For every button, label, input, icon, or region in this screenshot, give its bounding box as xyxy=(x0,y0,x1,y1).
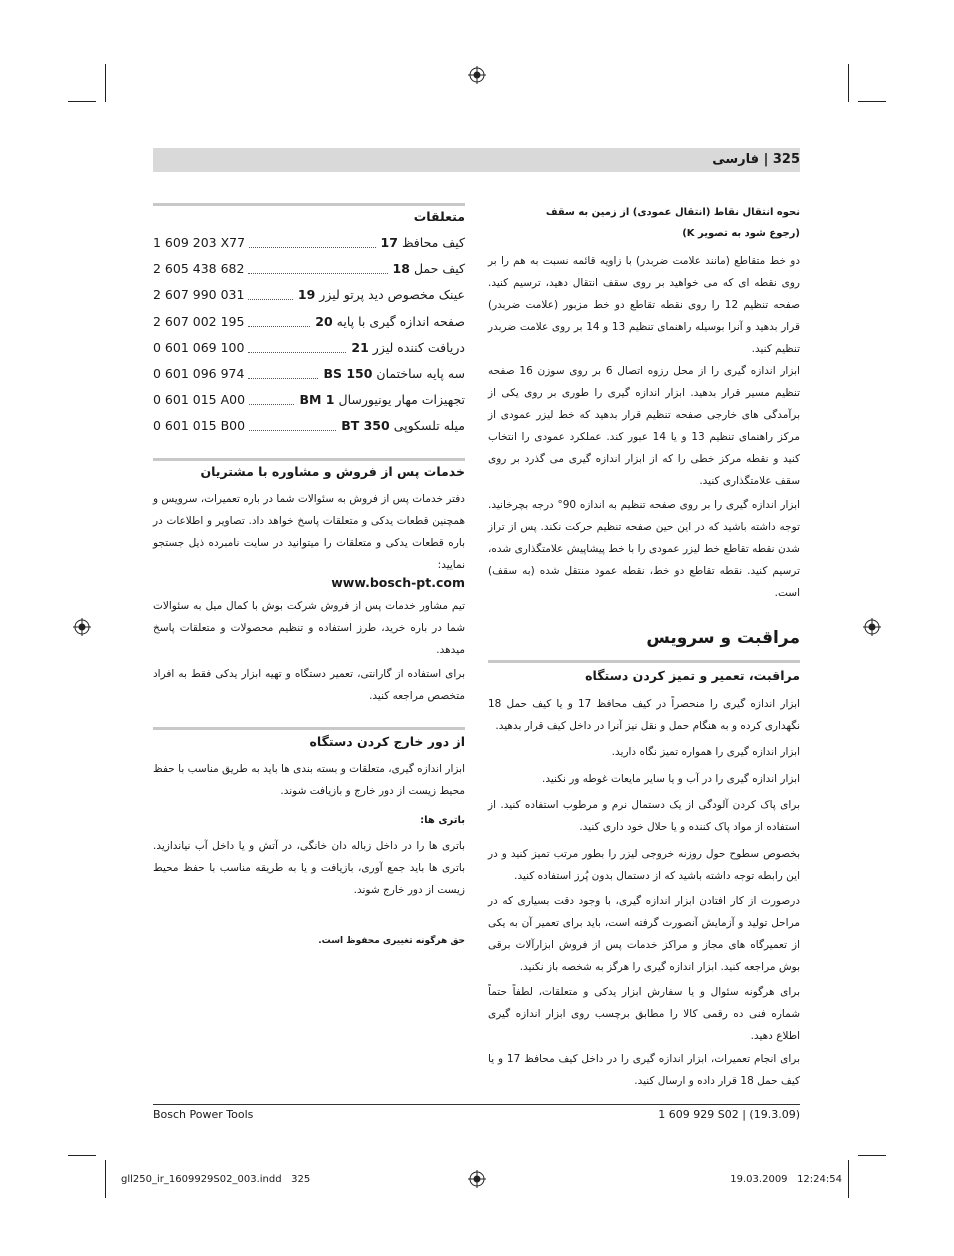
leader-dots xyxy=(249,404,294,405)
leader-dots xyxy=(248,326,310,327)
accessory-row xyxy=(153,340,465,360)
leader-dots xyxy=(248,299,293,300)
slug-filename: gll250_ir_1609929S02_003.indd 325 xyxy=(121,1174,311,1185)
rights-notice: حق هرگونه تغییری محفوظ است. xyxy=(318,936,465,946)
page-number: 325 xyxy=(772,152,800,167)
footer-brand: Bosch Power Tools xyxy=(153,1108,254,1121)
accessory-ref: 19 xyxy=(297,287,316,302)
accessory-name: کیف محافظ xyxy=(401,235,465,250)
aftersales-heading: خدمات پس از فروش و مشاوره با مشتریان xyxy=(200,464,465,479)
disposal-heading: از دور خارج کردن دستگاه xyxy=(309,734,465,749)
paragraph: ابزار اندازه گیری، متعلقات و بسته بندی ها باید به طریق مناسب با حفظ محیط زیست از دور خارج و بازیافت شوند. xyxy=(153,763,465,797)
paragraph: درصورت از کار افتادن ابزار اندازه گیری، با وجود دقت بسیاری که در مراحل تولید و آزمایش آنصورت گرفته است، باید برای تعمیر آن به یکی از تعمیرگاه های مجاز و مراکز خدمات پس از فروش ابزارآلات برقی بوش مراجعه کنید. ابزار اندازه گیری را هرگز به شخصه باز نکنید. xyxy=(488,895,800,973)
accessory-ref: BS 150 xyxy=(323,366,373,381)
paragraph: ابزار اندازه گیری را در آب و یا سایر مایعات غوطه ور نکنید. xyxy=(542,773,800,785)
paragraph: بخصوص سطوح حول روزنه خروجی لیزر را بطور مرتب تمیز کنید و در این رابطه توجه داشته باشید که از دستمال بدون پُرز استفاده کنید. xyxy=(488,848,800,882)
accessory-label xyxy=(296,392,465,407)
accessory-label xyxy=(320,366,465,381)
registration-mark-icon xyxy=(468,66,486,84)
paragraph: ابزار اندازه گیری را همواره تمیز نگاه دارید. xyxy=(611,746,800,758)
accessory-row xyxy=(153,235,465,255)
paragraph: برای استفاده از گارانتی، تعمیر دستگاه و تهیه ابزار یدکی فقط به افراد متخصص مراجعه کنید. xyxy=(153,668,465,702)
accessory-row xyxy=(153,392,465,412)
page-header: 325 | فارسی xyxy=(712,152,800,167)
footer-rule xyxy=(153,1104,800,1105)
section-rule xyxy=(153,727,465,730)
crop-mark xyxy=(858,1155,886,1156)
paragraph: ابزار اندازه گیری را از محل رزوه اتصال 6 بر روی سوزن 16 صفحه تنظیم مسیر قرار بدهید. ابزار اندازه گیری را طوری بر روی یکی از برآمدگی های خارجی صفحه تنظیم قرار بدهید که خط لیزر عمودی از مرکز راهنمای تنظیم 13 و یا 14 عبور کند. عملکرد عمودی را انتخاب کنید و نقطه مرکز خطی را که از ابزار اندازه گیری می گذرد بر روی سقف علامتگذاری کنید. xyxy=(488,365,801,487)
accessory-order-number: 2 605 438 682 xyxy=(153,261,245,276)
website-link[interactable]: www.bosch-pt.com xyxy=(331,575,465,590)
accessory-label xyxy=(348,340,465,355)
accessory-name: سه پایه ساختمان xyxy=(376,366,465,381)
accessory-order-number: 0 601 069 100 xyxy=(153,340,245,355)
accessory-ref: 18 xyxy=(392,261,410,276)
section-rule xyxy=(488,660,800,663)
registration-mark-icon xyxy=(468,1170,486,1188)
page-header-bar xyxy=(153,148,800,172)
accessory-label xyxy=(312,314,465,329)
paragraph: دفتر خدمات پس از فروش به سئوالات شما در باره تعمیرات، سرویس و همچنین قطعات یدکی و متعلقات پاسخ خواهد داد. تصاویر و اطلاعات در باره قطعات یدکی و متعلقات را میتوانید در سایت نامبرده ذیل جستجو نمایید: xyxy=(153,493,465,571)
accessory-ref: 20 xyxy=(315,314,333,329)
accessory-label xyxy=(338,418,465,433)
accessory-order-number: 0 601 015 A00 xyxy=(153,392,246,407)
section-title: مراقبت و سرویس xyxy=(646,628,800,648)
paragraph: برای پاک کردن آلودگی از یک دستمال نرم و مرطوب استفاده کنید. از استفاده از مواد پاک کننده و یا حلال خود داری کنید. xyxy=(488,799,800,833)
accessory-name: عینک مخصوص دید پرتو لیزر xyxy=(319,287,465,302)
header-language: فارسی xyxy=(712,152,760,167)
crop-mark xyxy=(105,64,106,102)
accessory-name: دریافت کننده لیزر xyxy=(372,340,465,355)
accessory-order-number: 0 601 015 B00 xyxy=(153,418,246,433)
section-rule xyxy=(153,458,465,461)
accessory-row xyxy=(153,366,465,386)
batteries-heading: باتری ها: xyxy=(420,815,465,826)
footer-doc-number: 1 609 929 S02 | (19.3.09) xyxy=(658,1108,800,1121)
accessory-row xyxy=(153,314,465,334)
crop-mark xyxy=(848,1160,849,1198)
paragraph: برای هرگونه سئوال و یا سفارش ابزار یدکی و متعلقات، لطفاً حتماً شماره فنی ده رقمی کالا را مطابق برچسب روی ابزار اندازه گیری اطلاع دهید. xyxy=(488,986,800,1042)
accessory-order-number: 2 607 002 195 xyxy=(153,314,245,329)
accessory-ref: 17 xyxy=(380,235,398,250)
leader-dots xyxy=(248,273,388,274)
accessory-order-number: 0 601 096 974 xyxy=(153,366,245,381)
accessory-name: کیف حمل xyxy=(413,261,465,276)
paragraph: برای انجام تعمیرات، ابزار اندازه گیری را در داخل کیف محافظ 17 و یا کیف حمل 18 قرار داده و ارسال کنید. xyxy=(488,1053,800,1087)
crop-mark xyxy=(68,1155,96,1156)
paragraph: دو خط متقاطع (مانند علامت ضربدر) با زاویه قائمه نسبت به هم را بر روی نقطه ای که می خواهید بر روی سقف انتقال دهید، ترسیم کنید. صفحه تنظیم 12 را روی نقطه تقاطع دو خط مزبور (علامت ضربدر) قرار بدهید و آنرا بوسیله راهنمای تنظیم 13 و 14 بر روی علامت ضربدر تنظیم کنید. xyxy=(488,255,801,355)
section-rule xyxy=(153,203,465,206)
crop-mark xyxy=(68,101,96,102)
accessory-row xyxy=(153,418,465,438)
accessory-name: صفحه اندازه گیری با پایه xyxy=(336,314,465,329)
accessory-label xyxy=(390,261,465,276)
paragraph: تیم مشاور خدمات پس از فروش شرکت بوش با کمال میل به سئوالات شما در باره خرید، طرز استفاده و تنظیم محصولات و متعلقات پاسخ میدهد. xyxy=(153,600,465,656)
leader-dots xyxy=(249,247,376,248)
crop-mark xyxy=(848,64,849,102)
transfer-heading-ref: (رجوع شود به تصویر K) xyxy=(682,228,800,239)
registration-mark-icon xyxy=(73,618,91,636)
leader-dots xyxy=(249,430,336,431)
accessory-label xyxy=(378,235,465,250)
crop-mark xyxy=(105,1160,106,1198)
leader-dots xyxy=(248,352,346,353)
slug-timestamp: 19.03.2009 12:24:54 xyxy=(730,1174,842,1185)
accessory-ref: BM 1 xyxy=(299,392,335,407)
care-heading: مراقبت، تعمیر و تمیز کردن دستگاه xyxy=(585,668,800,683)
accessories-heading: متعلقات xyxy=(413,209,465,224)
paragraph: ابزار اندازه گیری را بر روی صفحه تنظیم به اندازه 90° درجه بچرخانید. توجه داشته باشید که در این حین صفحه تنظیم حرکت نکند. پس از تراز شدن نقطه تقاطع خط لیزر عمودی را با خط پیشاپیش علامتگذاری شده، ترسیم کنید. نقطه تقاطع دو خط، نقطه عمود منتقل شده (به سقف) است. xyxy=(488,499,801,599)
registration-mark-icon xyxy=(863,618,881,636)
transfer-heading: نحوه انتقال نقاط (انتقال عمودی) از زمین به سقف xyxy=(545,207,800,218)
accessory-ref: BT 350 xyxy=(341,418,390,433)
leader-dots xyxy=(248,378,318,379)
accessory-ref: 21 xyxy=(351,340,369,355)
accessory-row xyxy=(153,261,465,281)
accessory-row xyxy=(153,287,465,307)
accessory-label xyxy=(295,287,465,302)
accessory-order-number: 2 607 990 031 xyxy=(153,287,245,302)
accessory-name: میله تلسکوپی xyxy=(393,418,465,433)
accessory-order-number: 1 609 203 X77 xyxy=(153,235,246,250)
paragraph: باتری ها را در داخل زباله دان خانگی، در آتش و یا داخل آب نیاندازید. باتری ها باید جمع آوری، بازیافت و یا به طریقه مناسب با حفظ محیط زیست از دور خارج شوند. xyxy=(153,840,465,896)
crop-mark xyxy=(858,101,886,102)
accessory-name: تجهیزات مهار یونیورسال xyxy=(338,392,465,407)
paragraph: ابزار اندازه گیری را منحصراً در کیف محافظ 17 و یا کیف حمل 18 نگهداری کرده و به هنگام حمل و نقل نیز آنرا در داخل کیف قرار بدهید. xyxy=(488,698,800,732)
